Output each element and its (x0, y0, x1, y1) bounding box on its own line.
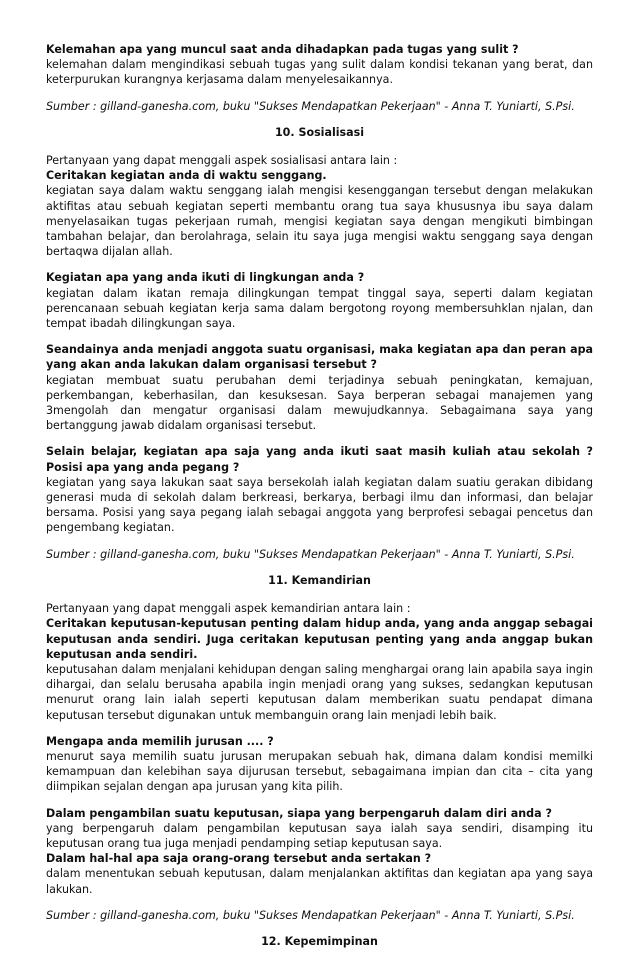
source-citation: Sumber : gilland-ganesha.com, buku "Sukses Mendapatkan Pekerjaan" - Anna T. Yuniarti, S.Psi. (46, 908, 575, 922)
question: Mengapa anda memilih jurusan .... ? (46, 734, 274, 748)
question: Ceritakan keputusan-keputusan penting dalam hidup anda, yang anda anggap sebagai keputusan anda sendiri. Juga ceritakan keputusan penting yang anda anggap bukan keputusan anda sendiri. (46, 617, 593, 661)
section-heading-sosialisasi: 10. Sosialisasi (274, 125, 365, 139)
question: Seandainya anda menjadi anggota suatu organisasi, maka kegiatan apa dan peran apa yang akan anda lakukan dalam organisasi tersebut ? (46, 343, 593, 372)
question: Dalam pengambilan suatu keputusan, siapa yang berpengaruh dalam diri anda ? (46, 806, 552, 820)
question-weakness: Kelemahan apa yang muncul saat anda dihadapkan pada tugas yang sulit ? (46, 43, 519, 56)
answer: yang berpengaruh dalam pengambilan keputusan saya ialah saya sendiri, disamping itu keputusan orang tua juga menjadi pendamping setiap keputusan saya. (46, 821, 593, 850)
source-citation: Sumber : gilland-ganesha.com, buku "Sukses Mendapatkan Pekerjaan" - Anna T. Yuniarti, S.Psi. (46, 547, 575, 561)
question: Selain belajar, kegiatan apa saja yang anda ikuti saat masih kuliah atau sekolah ? Posisi apa yang anda pegang ? (46, 445, 593, 474)
answer: kegiatan saya dalam waktu senggang ialah mengisi kesenggangan tersebut dengan melakukan aktifitas atau sebuah kegiatan seperti membantu orang tua saya khususnya ibu saya dalam menyelasaikan tugas pekerjaan rumah, mengisi kegiatan saya dengan mengikuti bimbingan tambahan belajar, dan berolahraga, selain itu saya juga mengisi waktu senggang saya dengan bertaqwa dijalan allah. (46, 184, 593, 259)
answer: kegiatan dalam ikatan remaja dilingkungan tempat tinggal saya, seperti dalam kegiatan perencanaan sebuah kegiatan kerja sama dalam bergotong royong membersuhklan njalan, dan tempat ibadah dilingkungan saya. (46, 286, 593, 331)
document-page (46, 42, 593, 949)
answer-weakness: kelemahan dalam mengindikasi sebuah tugas yang sulit dalam kondisi tekanan yang berat, dan keterpurukan kurangnya kerjasama dalam menyelesaikannya. (46, 58, 593, 87)
answer: kegiatan membuat suatu perubahan demi terjadinya sebuah peningkatan, kemajuan, perkembangan, keberhasilan, dan kesuksesan. Saya berperan sebagai manajemen yang 3mengolah dan mengatur organisasi dalam mewujudkannya. Sebagaimana saya yang bertanggung jawab didalam organisasi tersebut. (46, 373, 593, 433)
answer: kegiatan yang saya lakukan saat saya bersekolah ialah kegiatan dalam suatiu gerakan dibidang generasi muda di sekolah dalam berkreasi, berkarya, berbagi ilmu dan informasi, dan belajar bersama. Posisi yang saya pegang ialah sebagai anggota yang berprofesi sebagai pencetus dan pengembang kegiatan. (46, 475, 593, 535)
answer: menurut saya memilih suatu jurusan merupakan sebuah hak, dimana dalam kondisi memilki kemampuan dan kelebihan saya dijurusan tersebut, sebagaimana impian dan cita – cita yang diimpikan sejalan dengan apa jurusan yang kita pilih. (46, 749, 593, 794)
section-heading-kemandirian: 11. Kemandirian (268, 573, 371, 587)
question: Ceritakan kegiatan anda di waktu senggang. (46, 169, 327, 183)
answer: keputusahan dalam menjalani kehidupan dengan saling menghargai orang lain apabila saya ingin dihargai, dan selalu berusaha apabila ingin menjadi orang yang sukses, sedangkan keputusan menurut orang lain ialah seperti keputusan dalam memberikan suatu pendapat dimana keputusan tersebut digunakan untuk membanguin orang lain menjadi lebih baik. (46, 662, 593, 722)
question: Kegiatan apa yang anda ikuti di lingkungan anda ? (46, 271, 365, 285)
source-citation: Sumber : gilland-ganesha.com, buku "Sukses Mendapatkan Pekerjaan" - Anna T. Yuniarti, S.Psi. (46, 99, 575, 113)
section-intro: Pertanyaan yang dapat menggali aspek kemandirian antara lain : (46, 602, 411, 616)
answer: dalam menentukan sebuah keputusan, dalam menjalankan aktifitas dan kegiatan apa yang saya lakukan. (46, 867, 593, 896)
question: Dalam hal-hal apa saja orang-orang tersebut anda sertakan ? (46, 852, 432, 866)
section-heading-kepemimpinan: 12. Kepemimpinan (261, 934, 378, 948)
section-intro: Pertanyaan yang dapat menggali aspek sosialisasi antara lain : (46, 154, 398, 168)
